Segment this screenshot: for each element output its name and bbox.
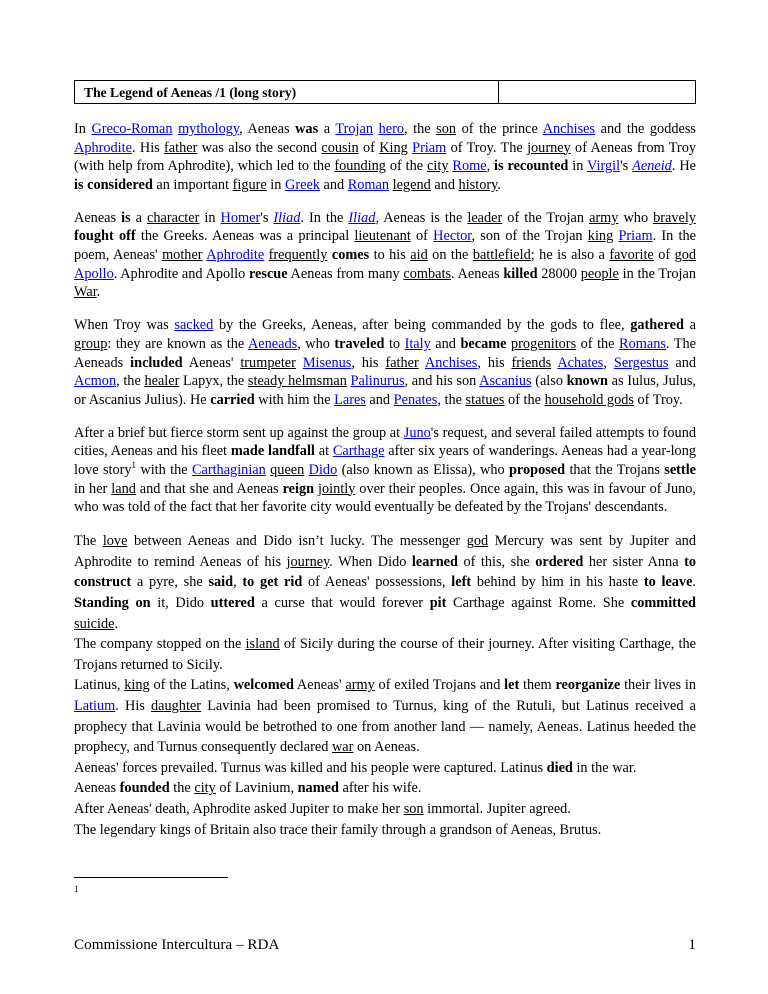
- link[interactable]: Homer: [220, 209, 261, 226]
- link[interactable]: Misenus: [302, 354, 352, 371]
- link[interactable]: Apollo: [74, 265, 114, 282]
- link[interactable]: Aeneads: [247, 335, 298, 352]
- link[interactable]: Ascanius: [479, 373, 532, 390]
- link[interactable]: Anchises: [424, 354, 478, 371]
- footnote-reference[interactable]: 1: [131, 460, 137, 471]
- paragraph-9: Aeneas founded the city of Lavinium, named after his wife.: [74, 780, 422, 797]
- link[interactable]: Lares: [334, 391, 366, 408]
- link[interactable]: Rome: [452, 158, 487, 175]
- link[interactable]: Aphrodite: [206, 247, 265, 264]
- link[interactable]: Carthage: [332, 443, 385, 460]
- link[interactable]: Virgil: [587, 158, 621, 175]
- document-body: [74, 120, 696, 840]
- paragraph-1: In Greco-Roman mythology, Aeneas was a Trojan hero, the son of the prince Anchises and the goddess Aphrodite. His father was also the second cousin of King Priam of Troy. The journey of Aeneas from Troy (with help from Aphrodite), which led to the founding of the city Rome, is recounted in Virgil's Aeneid. He is considered an important figure in Greek and Roman legend and history.: [74, 121, 696, 193]
- link[interactable]: Priam: [412, 139, 447, 156]
- link[interactable]: Hector: [433, 228, 472, 245]
- link[interactable]: Aphrodite: [74, 139, 132, 156]
- link[interactable]: Latium: [74, 698, 116, 715]
- link[interactable]: Roman: [347, 176, 390, 193]
- link[interactable]: Greco-Roman: [91, 121, 173, 137]
- link[interactable]: Achates: [557, 354, 604, 371]
- link[interactable]: sacked: [174, 317, 214, 334]
- link[interactable]: Anchises: [542, 121, 596, 137]
- paragraph-4: After a brief but fierce storm sent up against the group at Juno's request, and several failed attempts to found cities, Aeneas and his fleet made landfall at Carthage after six years of wanderings. Aeneas had a year-long love story$^1$ with the Carthaginian queen Dido (also known as Elissa), who proposed that the Trojans settle in her land and that she and Aeneas reign jointly over their peoples. Once again, this was in favour of Juno, who was told of the fact that her favorite city would eventually be defeated by the Trojans' descendants.: [74, 424, 697, 516]
- link[interactable]: Penates: [393, 391, 438, 408]
- link[interactable]: Acmon: [74, 373, 117, 390]
- link[interactable]: Iliad: [273, 209, 301, 226]
- link[interactable]: hero: [378, 121, 404, 137]
- paragraph-11: The legendary kings of Britain also trace their family through a grandson of Aeneas, Brutus.: [74, 821, 602, 838]
- link[interactable]: Italy: [404, 335, 431, 352]
- link[interactable]: Sergestus: [613, 354, 669, 371]
- link[interactable]: Romans: [619, 335, 666, 352]
- empty-table-cell: [499, 81, 695, 103]
- paragraph-6: The company stopped on the island of Sicily during the course of their journey. After visiting Carthage, the Trojans returned to Sicily.: [74, 636, 696, 673]
- link[interactable]: Aeneid: [632, 158, 672, 175]
- paragraph-3: When Troy was sacked by the Greeks, Aeneas, after being commanded by the gods to flee, gathered a group: they are known as the Aeneads, who traveled to Italy and became progenitors of the Romans. The Aeneads included Aeneas' trumpeter Misenus, his father Anchises, his friends Achates, Sergestus and Acmon, the healer Lapyx, the steady helmsman Palinurus, and his son Ascanius (also known as Iulus, Julus, or Ascanius Julius). He carried with him the Lares and Penates, the statues of the household gods of Troy.: [74, 317, 696, 408]
- link[interactable]: mythology: [178, 121, 240, 137]
- link[interactable]: Iliad: [348, 209, 376, 226]
- link[interactable]: Dido: [308, 462, 338, 478]
- link[interactable]: Trojan: [335, 121, 373, 137]
- link[interactable]: Carthaginian: [191, 462, 266, 478]
- paragraph-10: After Aeneas' death, Aphrodite asked Jupiter to make her son immortal. Jupiter agreed.: [74, 801, 571, 817]
- paragraph-2: Aeneas is a character in Homer's Iliad. In the Iliad, Aeneas is the leader of the Trojan army who bravely fought off the Greeks. Aeneas was a principal lieutenant of Hector, son of the Trojan king Priam. In the poem, Aeneas' mother Aphrodite frequently comes to his aid on the battlefield; he is also a favorite of god Apollo. Aphrodite and Apollo rescue Aeneas from many combats. Aeneas killed 28000 people in the Trojan War.: [74, 209, 697, 301]
- paragraph-8: Aeneas' forces prevailed. Turnus was killed and his people were captured. Latinus died in the war.: [74, 759, 637, 776]
- document-title: The Legend of Aeneas /1 (long story): [75, 81, 499, 103]
- link[interactable]: Palinurus: [350, 373, 405, 390]
- paragraph-5: The love between Aeneas and Dido isn’t lucky. The messenger god Mercury was sent by Jupiter and Aphrodite to remind Aeneas of his journey. When Dido learned of this, she ordered her sister Anna to construct a pyre, she said, to get rid of Aeneas' possessions, left behind by him in his haste to leave. Standing on it, Dido uttered a curse that would forever pit Carthage against Rome. She committed suicide.: [74, 533, 696, 632]
- page-footer: Commissione Intercultura – RDA: [74, 936, 280, 953]
- footnote-marker: 1: [74, 884, 79, 894]
- link[interactable]: Greek: [285, 176, 320, 193]
- link[interactable]: Juno: [403, 424, 431, 441]
- title-table: [74, 80, 696, 104]
- paragraph-7: Latinus, king of the Latins, welcomed Aeneas' army of exiled Trojans and let them reorganize their lives in Latium. His daughter Lavinia had been promised to Turnus, king of the Rutuli, but Latinus received a prophecy that Lavinia would be betrothed to one from another land — namely, Aeneas. Latinus heeded the prophecy, and Turnus consequently declared war on Aeneas.: [74, 677, 696, 756]
- link[interactable]: Priam: [618, 228, 653, 245]
- footnote-separator: [74, 877, 228, 878]
- page-number: 1: [688, 936, 696, 953]
